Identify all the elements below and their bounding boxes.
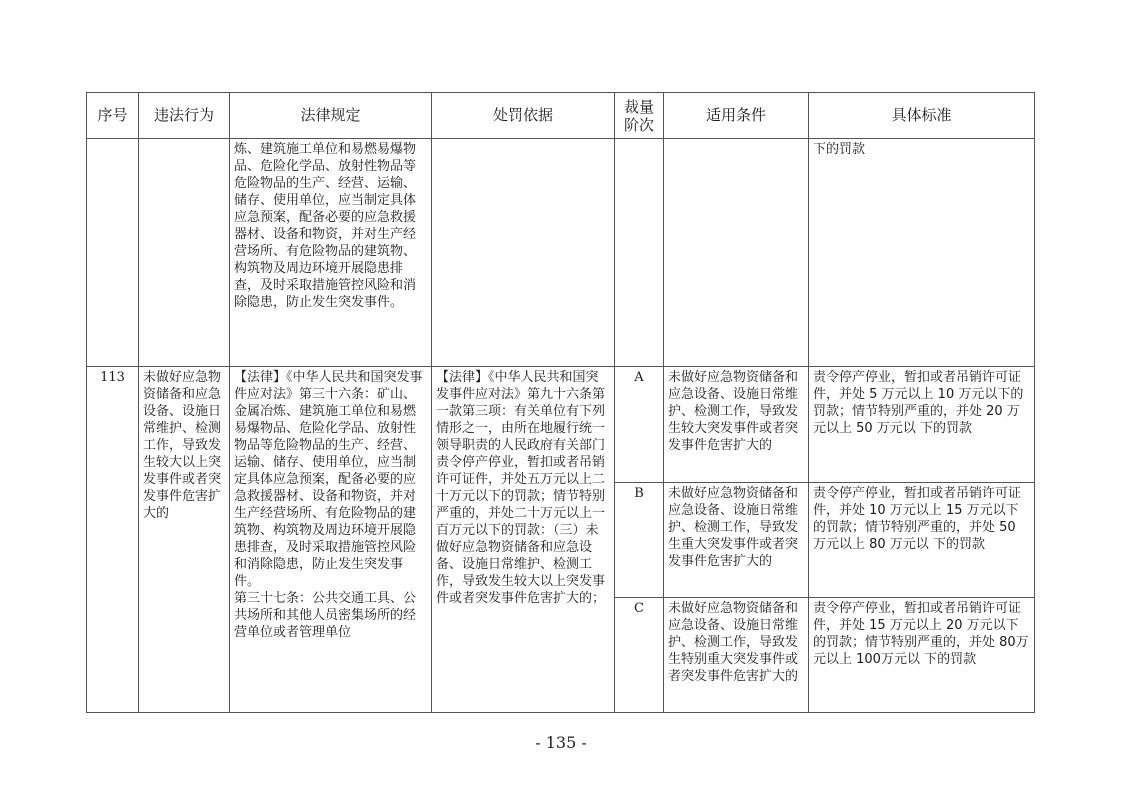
level-condition-b: 未做好应急物资储备和应急设备、设施日常维护、检测工作，导致发生重大突发事件或者突发事件危害扩大的 [664,483,809,598]
continuation-basis [432,139,615,367]
level-grade-a: A [615,367,664,483]
level-condition-a: 未做好应急物资储备和应急设备、设施日常维护、检测工作，导致发生较大突发事件或者突发事件危害扩大的 [664,367,809,483]
continuation-row [87,139,1035,367]
continuation-condition [664,139,809,367]
level-grade-c: C [615,598,664,713]
header-standard: 具体标准 [809,93,1035,139]
continuation-number [87,139,139,367]
item-violation: 未做好应急物资储备和应急设备、设施日常维护、检测工作，导致发生较大以上突发事件或者突发事件危害扩大的 [139,367,230,713]
level-standard-b: 责令停产停业，暂扣或者吊销许可证件，并处 10 万元以上 15 万元以下的罚款；情节特别严重的，并处 50 万元以上 80 万元以 下的罚款 [809,483,1035,598]
item-law: 【法律】《中华人民共和国突发事件应对法》第三十六条：矿山、金属冶炼、建筑施工单位和易燃易爆物品、危险化学品、放射性物品等危险物品的生产、经营、运输、储存、使用单位，应当制定具体应急预案，配备必要的应急救援器材、设备和物资，并对生产经营场所、有危险物品的建筑物、构筑物及周边环境开展隐患排查，及时采取措施管控风险和消除隐患，防止发生突发事件。 第三十七条：公共交通工具、公共场所和其他人员密集场所的经营单位或者管理单位 [230,367,432,713]
header-row [87,93,1035,139]
level-standard-c: 责令停产停业，暂扣或者吊销许可证件，并处 15 万元以上 20 万元以下的罚款；情节特别严重的，并处 80万元以上 100万元以 下的罚款 [809,598,1035,713]
page-number: - 135 - [535,733,587,752]
header-number: 序号 [87,93,139,139]
level-grade-b: B [615,483,664,598]
header-violation: 违法行为 [139,93,230,139]
header-level: 裁量 阶次 [615,93,664,139]
level-standard-a: 责令停产停业，暂扣或者吊销许可证件，并处 5 万元以上 10 万元以下的罚款；情节特别严重的，并处 20 万元以上 50 万元以 下的罚款 [809,367,1035,483]
item-basis: 【法律】《中华人民共和国突发事件应对法》第九十六条第一款第三项：有关单位有下列情形之一，由所在地履行统一领导职责的人民政府有关部门责令停产停业，暂扣或者吊销许可证件，并处五万元以上二十万元以下的罚款；情节特别严重的，并处二十万元以上一百万元以下的罚款：（三）未做好应急物资储备和应急设备、设施日常维护、检测工作，导致发生较大以上突发事件或者突发事件危害扩大的； [432,367,615,713]
item-number: 113 [87,367,139,713]
header-law: 法律规定 [230,93,432,139]
header-basis: 处罚依据 [432,93,615,139]
continuation-violation [139,139,230,367]
continuation-standard: 下的罚款 [809,139,1035,367]
table-row [87,367,1035,483]
continuation-level [615,139,664,367]
continuation-law: 炼、建筑施工单位和易燃易爆物品、危险化学品、放射性物品等危险物品的生产、经营、运输、储存、使用单位，应当制定具体应急预案，配备必要的应急救援器材、设备和物资，并对生产经营场所、有危险物品的建筑物、构筑物及周边环境开展隐患排查，及时采取措施管控风险和消除隐患，防止发生突发事件。 [230,139,432,367]
penalty-table [86,92,1035,713]
header-condition: 适用条件 [664,93,809,139]
level-condition-c: 未做好应急物资储备和应急设备、设施日常维护、检测工作，导致发生特别重大突发事件或者突发事件危害扩大的 [664,598,809,713]
